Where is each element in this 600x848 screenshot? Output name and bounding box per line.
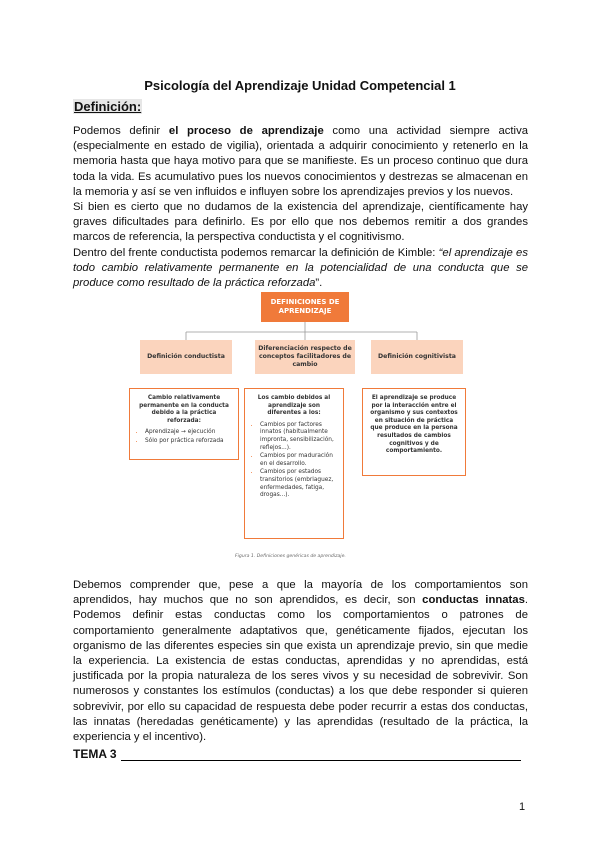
category-behaviorist: Definición conductista xyxy=(140,340,232,374)
footer-rule xyxy=(121,760,521,761)
innate-behavior-paragraph xyxy=(73,578,528,745)
figure-caption: Figura 1. Definiciones genéricas de aprendizaje. xyxy=(235,554,346,559)
p1-text-2: como una actividad siempre activa (especialmente en estado de vigilia), orientada a adquirir conocimiento y retenerlo en la memoria hasta que haya motivo para que se manifieste. Es un proceso continuo que dura toda la vida. Es acumulativo pues los nuevos conocimientos y destrezas se almacenan en la memoria y así se ven influidos e influyen sobre los aprendizajes previos y los nuevos. xyxy=(73,125,528,198)
detail-header: Cambio relativamente permanente en la conducta debido a la práctica reforzada: xyxy=(139,395,229,424)
section-heading: Definición: xyxy=(74,99,142,114)
detail-list xyxy=(252,422,336,500)
document-title: Psicología del Aprendizaje Unidad Competencial 1 xyxy=(144,78,456,93)
detail-item: • Aprendizaje → ejecución xyxy=(145,429,231,437)
p1-text-3: Si bien es cierto que no dudamos de la existencia del aprendizaje, científicamente hay graves dificultades para definirlo. Es por ello que nos debemos remitir a dos grandes marcos de referencia, la perspectiva conductista y el cognitivismo. xyxy=(73,201,528,244)
diagram-root-box: DEFINICIONES DE APRENDIZAJE xyxy=(261,292,349,322)
detail-header: El aprendizaje se produce por la interacción entre el organismo y sus contextos en situación de práctica que produce en la persona resultados de cambios cognitivos y de comportamiento. xyxy=(370,395,458,455)
p2-bold-term: conductas innatas xyxy=(422,594,525,607)
definitions-diagram xyxy=(125,292,485,559)
p1-text-1: Podemos definir xyxy=(73,125,169,137)
p1-text-4: Dentro del frente conductista podemos remarcar la definición de Kimble: xyxy=(73,246,439,259)
detail-item: • Sólo por práctica reforzada xyxy=(145,438,231,446)
p2-text-1: Debemos comprender que, pese a que la mayoría de los comportamientos son aprendidos, hay muchos que no son aprendidos, es decir, son xyxy=(73,579,528,607)
category-cognitivist: Definición cognitivista xyxy=(371,340,463,374)
footer-label: TEMA 3 xyxy=(73,747,117,761)
detail-item: • Cambios por estados transitorios (embriaguez, enfermedades, fatiga, drogas...). xyxy=(260,469,336,499)
kimble-quote: “el aprendizaje es todo cambio relativamente permanente en la potencialidad de una conducta que se produce como resultado de la práctica reforzada xyxy=(73,246,528,290)
detail-list xyxy=(137,429,231,445)
detail-item: • Cambios por maduración en el desarrollo. xyxy=(260,453,336,468)
p2-text-2: . Podemos definir estas conductas como los comportamientos o patrones de comportamiento generalmente adaptativos que, genéticamente fijados, ejecutan los organismo de las diferentes especies sin que exista un aprendizaje previo, sin que medie la experiencia. La existencia de estas conductas, aprendidas y no aprendidas, está justificada por la propia naturaleza de los seres vivos y su necesidad de sobrevivir. Son numerosos y constantes los estímulos (conductas) a los que debe responder si quieren sobrevivir, por ello su capacidad de respuesta debe poder recurrir a estas dos conductas, las innatas (heredadas genéticamente) y las aprendidas (resultado de la práctica, la experiencia y el incentivo). xyxy=(73,594,528,744)
detail-cognitivist xyxy=(362,388,466,476)
p1-bold-term: el proceso de aprendizaje xyxy=(168,125,324,137)
p1-text-5: ”. xyxy=(315,277,323,290)
detail-item: • Cambios por factores innatos (habitualmente impronta, sensibilización, reflejos...). xyxy=(260,422,336,452)
detail-behaviorist xyxy=(129,388,239,460)
page-number: 1 xyxy=(519,801,526,813)
definition-paragraph xyxy=(73,124,528,291)
detail-header: Los cambio debidos al aprendizaje son diferentes a los: xyxy=(257,395,331,417)
detail-differentiation xyxy=(244,388,344,539)
category-differentiation: Diferenciación respecto de conceptos facilitadores de cambio xyxy=(255,340,355,374)
